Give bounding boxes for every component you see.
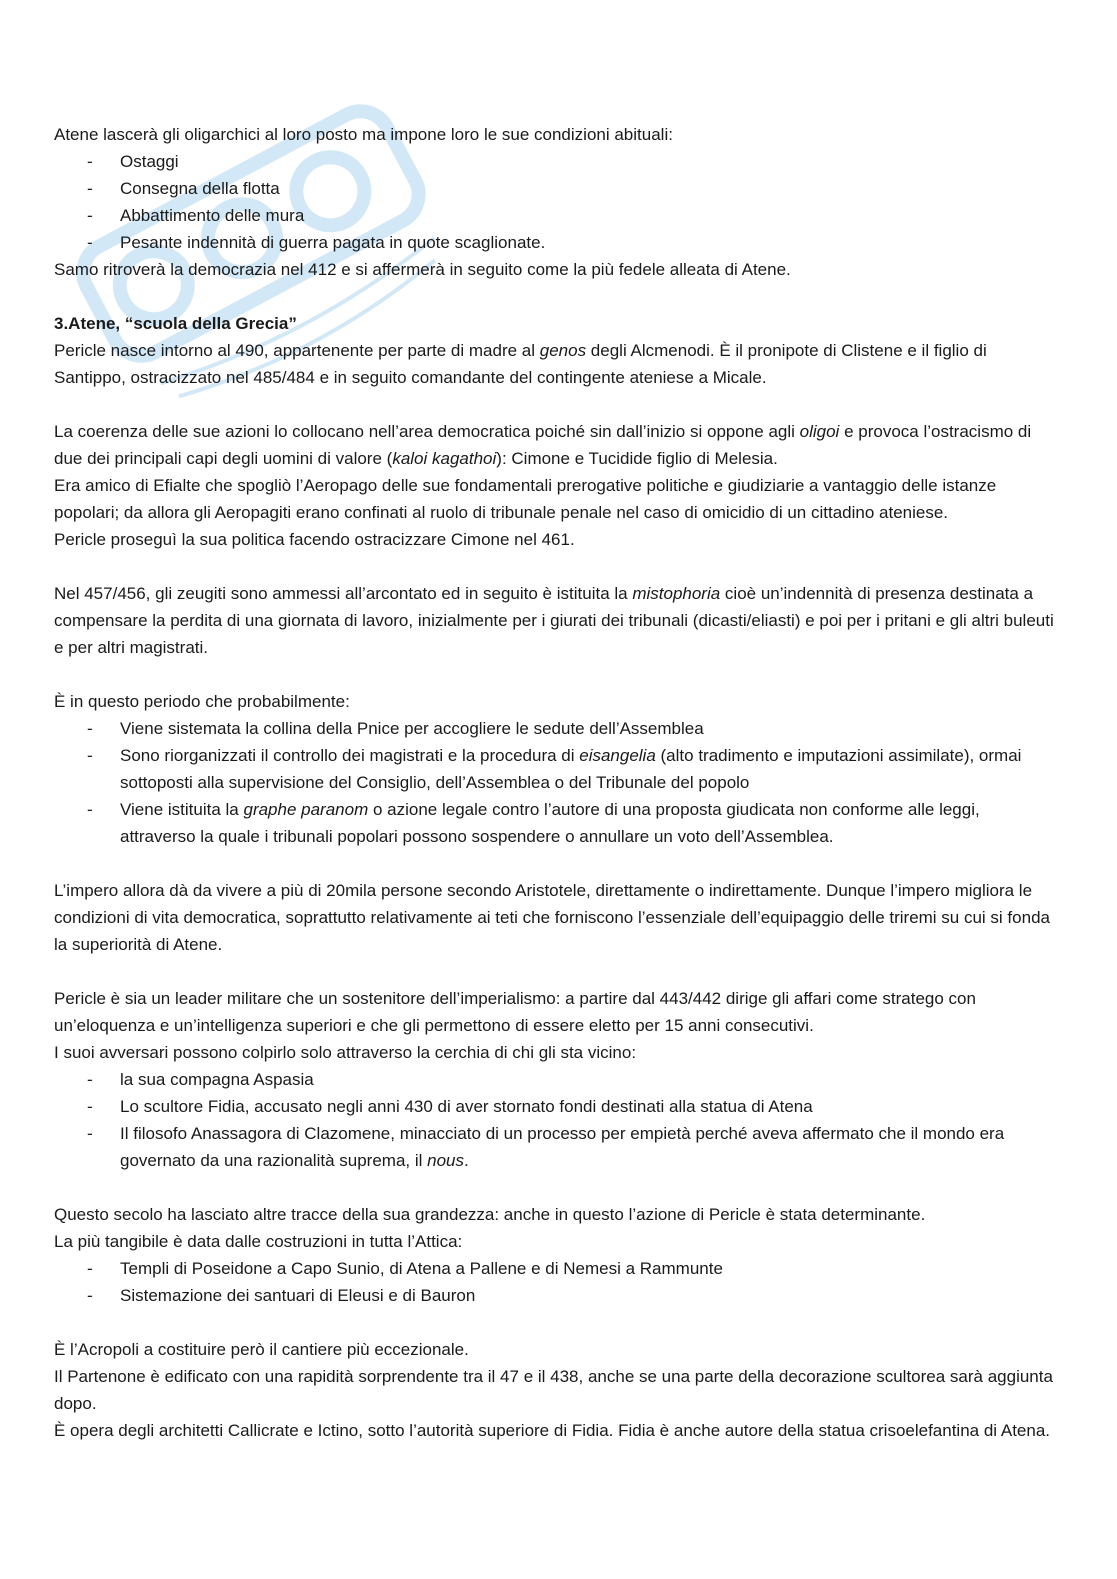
italic-term: eisangelia — [579, 746, 656, 765]
paragraph — [54, 1363, 1059, 1417]
text-run: Nel 457/456, gli zeugiti sono ammessi all’arcontato ed in seguito è istituita la — [54, 584, 633, 603]
text-run: È opera degli architetti Callicrate e Ictino, sotto l’autorità superiore di Fidia. Fidia è anche autore della statua crisoelefantina di Atena. — [54, 1421, 1051, 1440]
document-page — [54, 121, 1059, 1444]
text-run: Sistemazione dei santuari di Eleusi e di Bauron — [120, 1286, 476, 1305]
text-run: Sono riorganizzati il controllo dei magistrati e la procedura di — [120, 746, 580, 765]
italic-term: genos — [539, 341, 587, 360]
document-body — [54, 121, 1059, 1444]
text-run: Lo scultore Fidia, accusato negli anni 430 di aver stornato fondi destinati alla statua di Atena — [120, 1097, 813, 1116]
text-run: La più tangibile è data dalle costruzioni in tutta l’Attica: — [54, 1232, 463, 1251]
text-run: Viene istituita la — [120, 800, 244, 819]
dash-list — [54, 715, 1059, 850]
text-run: Samo ritroverà la democrazia nel 412 e si affermerà in seguito come la più fedele alleata di Atene. — [54, 260, 791, 279]
list-item — [54, 1093, 1059, 1120]
paragraph-spacer — [54, 958, 1059, 985]
text-run: Era amico di Efialte che spogliò l’Aeropago delle sue fondamentali prerogative politiche e giudiziarie a vantaggio delle istanze popolari; da allora gli Aeropagiti erano confinati al ruolo di tribunale penale nel caso di omicidio di un cittadino ateniese. — [54, 476, 997, 522]
list-item — [54, 1120, 1059, 1174]
dash-list — [54, 1255, 1059, 1309]
paragraph-spacer — [54, 283, 1059, 310]
italic-term: graphe paranom — [243, 800, 369, 819]
text-run: degli Alcmenodi. È il pronipote di Clistene e il figlio di Santippo, ostracizzato nel 485/484 e in seguito comandante del contingente ateniese a Micale. — [54, 341, 987, 387]
paragraph — [54, 256, 1059, 283]
text-run: Il filosofo Anassagora di Clazomene, minacciato di un processo per empietà perché aveva affermato che il mondo era governato da una razionalità suprema, il — [120, 1124, 1005, 1170]
italic-term: mistophoria — [632, 584, 721, 603]
text-run: La coerenza delle sue azioni lo collocano nell’area democratica poiché sin dall’inizio si oppone agli — [54, 422, 800, 441]
text-run: Il Partenone è edificato con una rapidità sorprendente tra il 47 e il 438, anche se una parte della decorazione scultorea sarà aggiunta dopo. — [54, 1367, 1053, 1413]
text-run: e provoca l’ostracismo di due dei principali capi degli uomini di valore ( — [54, 422, 1032, 468]
text-run: cioè un’indennità di presenza destinata a compensare la perdita di una giornata di lavoro, inizialmente per i giurati dei tribunali (dicasti/eliasti) e poi per i pritani e gli altri buleuti e per altri magistrati. — [54, 584, 1054, 657]
section-heading: 3.Atene, “scuola della Grecia” — [54, 314, 297, 333]
text-run: Pericle proseguì la sua politica facendo ostracizzare Cimone nel 461. — [54, 530, 575, 549]
list-item — [54, 1066, 1059, 1093]
list-item — [54, 229, 1059, 256]
list-item — [54, 715, 1059, 742]
paragraph — [54, 985, 1059, 1039]
text-run: Pericle nasce intorno al 490, appartenente per parte di madre al — [54, 341, 540, 360]
text-run: Templi di Poseidone a Capo Sunio, di Atena a Pallene e di Nemesi a Rammunte — [120, 1259, 723, 1278]
italic-term: kaloi kagathoi — [392, 449, 497, 468]
text-run: la sua compagna Aspasia — [120, 1070, 314, 1089]
paragraph-spacer — [54, 661, 1059, 688]
text-run: I suoi avversari possono colpirlo solo attraverso la cerchia di chi gli sta vicino: — [54, 1043, 637, 1062]
text-run: (alto tradimento e imputazioni assimilate), ormai sottoposti alla supervisione del Consiglio, dell’Assemblea o del Tribunale del popolo — [120, 746, 1022, 792]
list-item — [54, 796, 1059, 850]
paragraph — [54, 1336, 1059, 1363]
paragraph — [54, 472, 1059, 526]
text-run: È in questo periodo che probabilmente: — [54, 692, 350, 711]
text-run: Atene lascerà gli oligarchici al loro posto ma impone loro le sue condizioni abituali: — [54, 125, 673, 144]
text-run: L’impero allora dà da vivere a più di 20mila persone secondo Aristotele, direttamente o indirettamente. Dunque l’impero migliora le condizioni di vita democratica, soprattutto relativamente ai teti che forniscono l’essenziale dell’equipaggio delle triremi su cui si fonda la superiorità di Atene. — [54, 881, 1050, 954]
paragraph — [54, 526, 1059, 553]
list-item — [54, 1282, 1059, 1309]
dash-list — [54, 148, 1059, 256]
list-item — [54, 742, 1059, 796]
paragraph — [54, 688, 1059, 715]
paragraph — [54, 877, 1059, 958]
paragraph-spacer — [54, 1309, 1059, 1336]
list-item — [54, 148, 1059, 175]
italic-term: nous — [427, 1151, 465, 1170]
paragraph — [54, 337, 1059, 391]
text-run: È l’Acropoli a costituire però il cantiere più eccezionale. — [54, 1340, 469, 1359]
italic-term: oligoi — [799, 422, 840, 441]
list-item — [54, 1255, 1059, 1282]
dash-list — [54, 1066, 1059, 1174]
paragraph-spacer — [54, 391, 1059, 418]
list-item — [54, 175, 1059, 202]
text-run: ): Cimone e Tucidide figlio di Melesia. — [496, 449, 778, 468]
text-run: Pesante indennità di guerra pagata in quote scaglionate. — [120, 233, 546, 252]
text-run: Abbattimento delle mura — [120, 206, 305, 225]
text-run: Pericle è sia un leader militare che un sostenitore dell’imperialismo: a partire dal 443/442 dirige gli affari come stratego con un’eloquenza e un’intelligenza superiori e che gli permettono di essere eletto per 15 anni consecutivi. — [54, 989, 976, 1035]
paragraph — [54, 1417, 1059, 1444]
text-run: Ostaggi — [120, 152, 179, 171]
paragraph — [54, 580, 1059, 661]
paragraph — [54, 1228, 1059, 1255]
paragraph-spacer — [54, 1174, 1059, 1201]
text-run: Questo secolo ha lasciato altre tracce della sua grandezza: anche in questo l’azione di Pericle è stata determinante. — [54, 1205, 926, 1224]
paragraph-spacer — [54, 553, 1059, 580]
paragraph — [54, 1039, 1059, 1066]
text-run: Viene sistemata la collina della Pnice per accogliere le sedute dell’Assemblea — [120, 719, 704, 738]
paragraph — [54, 1201, 1059, 1228]
paragraph-spacer — [54, 850, 1059, 877]
text-run: . — [464, 1151, 469, 1170]
text-run: o azione legale contro l’autore di una proposta giudicata non conforme alle leggi, attraverso la quale i tribunali popolari possono sospendere o annullare un voto dell’Assemblea. — [120, 800, 980, 846]
list-item — [54, 202, 1059, 229]
paragraph — [54, 418, 1059, 472]
text-run: Consegna della flotta — [120, 179, 280, 198]
paragraph — [54, 121, 1059, 148]
